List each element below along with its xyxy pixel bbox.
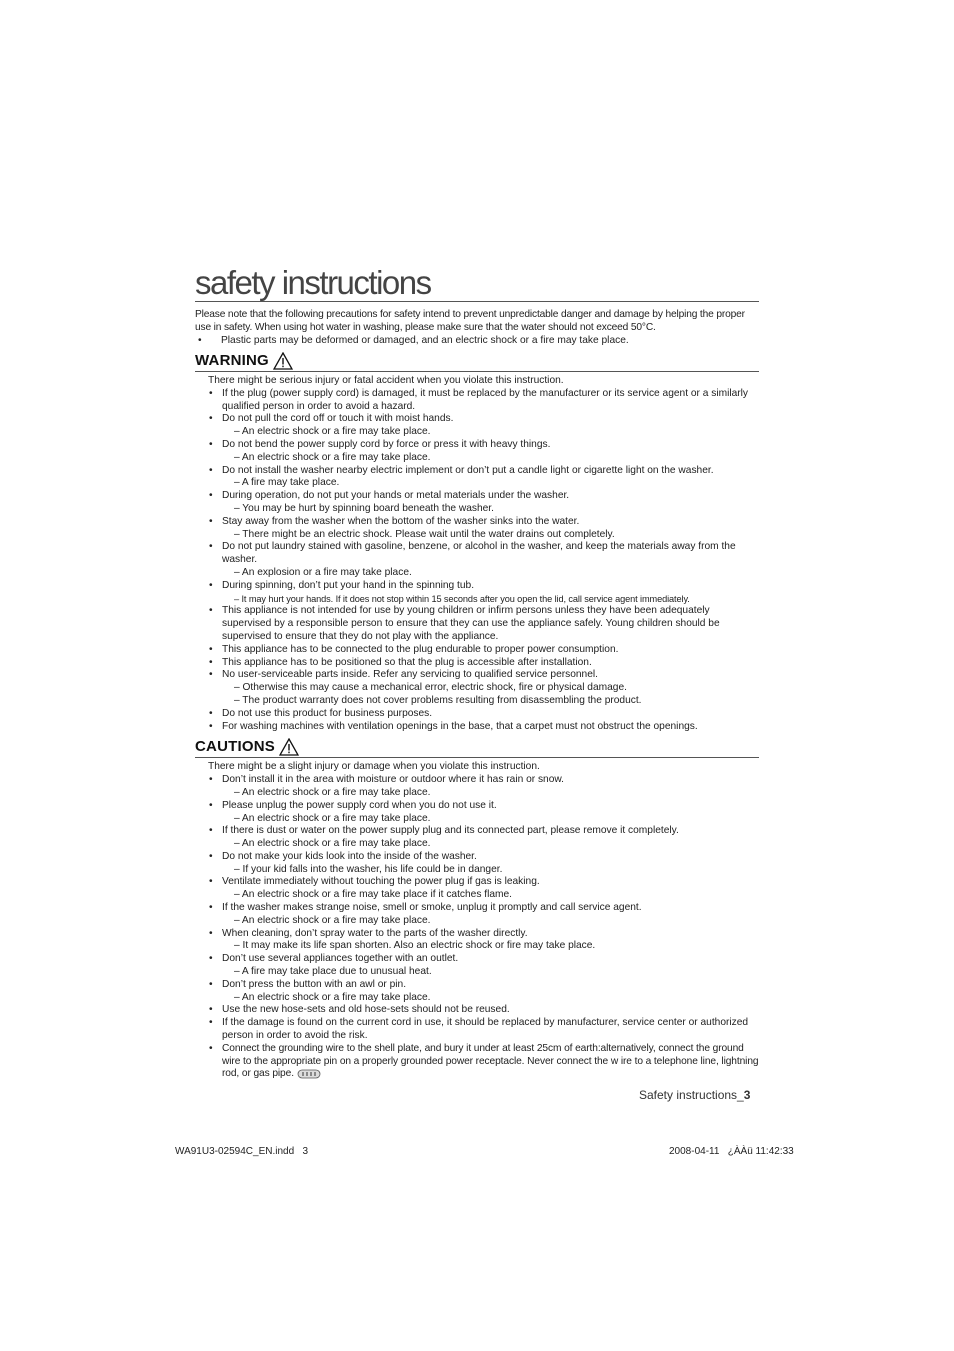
item-text: This appliance has to be positioned so that the plug is accessible after installation. bbox=[222, 656, 592, 668]
sub-item-text: – An explosion or a fire may take place. bbox=[234, 566, 412, 578]
list-item bbox=[195, 774, 759, 800]
item-text: Stay away from the washer when the bottom of the washer sinks into the water. bbox=[222, 515, 580, 527]
item-text: Do not put laundry stained with gasoline, benzene, or alcohol in the washer, and keep the materials away from the washer. bbox=[222, 541, 736, 566]
list-item bbox=[195, 876, 759, 902]
item-text: No user-serviceable parts inside. Refer any servicing to qualified service personnel. bbox=[222, 669, 598, 681]
safety-page bbox=[195, 265, 759, 1081]
item-text: Do not bend the power supply cord by force or press it with heavy things. bbox=[222, 438, 551, 450]
item-text: If the damage is found on the current cord in use, it should be replaced by manufacturer, service center or authorized person in order to avoid the risk. bbox=[222, 1017, 749, 1042]
item-text: Do not use this product for business purposes. bbox=[222, 707, 433, 719]
list-item bbox=[195, 657, 759, 670]
item-text: Don’t use several appliances together with an outlet. bbox=[222, 953, 459, 965]
print-file-info: WA91U3-02594C_EN.indd 3 bbox=[175, 1146, 309, 1157]
list-item bbox=[195, 413, 759, 439]
list-item bbox=[195, 605, 759, 643]
warning-intro: There might be serious injury or fatal accident when you violate this instruction. bbox=[208, 375, 564, 386]
item-text: This appliance has to be connected to the plug endurable to proper power consumption. bbox=[222, 643, 619, 655]
item-text: Ventilate immediately without touching the power plug if gas is leaking. bbox=[222, 876, 540, 888]
item-text: If the plug (power supply cord) is damaged, it must be replaced by the manufacturer or its service agent or a similarly qualified person in order to avoid a hazard. bbox=[222, 387, 749, 412]
list-item bbox=[195, 490, 759, 516]
page-title: safety instructions bbox=[195, 265, 759, 302]
footer-section: Safety instructions_ bbox=[639, 1088, 744, 1102]
item-text: Don’t press the button with an awl or pin. bbox=[222, 978, 407, 990]
list-item bbox=[195, 388, 759, 414]
cautions-last-list bbox=[195, 1043, 759, 1081]
list-item bbox=[195, 721, 759, 734]
item-text: If the washer makes strange noise, smell or smoke, unplug it promptly and call service agent. bbox=[222, 902, 642, 914]
sub-item-text: – An electric shock or a fire may take place. bbox=[234, 914, 431, 926]
list-item bbox=[195, 851, 759, 877]
item-text: Use the new hose-sets and old hose-sets should not be reused. bbox=[222, 1004, 510, 1016]
warning-list bbox=[195, 388, 759, 734]
grounding-text: Connect the grounding wire to the shell plate, and bury it under at least 25cm of earth:alternatively, connect the ground wire to the appropriate pin on a properly grounded power receptacle. Never connect the w ire to a telephone line, lightning rod, or gas pipe. bbox=[222, 1042, 759, 1080]
item-text: When cleaning, don’t spray water to the parts of the washer directly. bbox=[222, 927, 528, 939]
list-item bbox=[195, 644, 759, 657]
item-text: Don’t install it in the area with moisture or outdoor where it has rain or snow. bbox=[222, 774, 565, 786]
warning-triangle-icon bbox=[273, 352, 293, 370]
item-text: Please unplug the power supply cord when you do not use it. bbox=[222, 799, 497, 811]
list-item bbox=[195, 708, 759, 721]
intro-bullet: • Plastic parts may be deformed or damaged, and an electric shock or a fire may take place. bbox=[198, 335, 629, 346]
list-item bbox=[195, 580, 759, 606]
intro-text: Please note that the following precautions for safety intend to prevent unpredictable danger and damage by helping the proper use in safety. When using hot water in washing, please make sure that the water should not exceed 50°C. bbox=[195, 309, 745, 333]
sub-item-text: – It may make its life span shorten. Also an electric shock or fire may take place. bbox=[234, 940, 596, 952]
footer-page-number: 3 bbox=[743, 1088, 751, 1102]
warning-label: WARNING bbox=[195, 352, 269, 369]
list-item bbox=[195, 979, 759, 1005]
sub-item-text: – Otherwise this may cause a mechanical error, electric shock, fire or physical damage. bbox=[234, 682, 627, 694]
warning-heading bbox=[195, 350, 759, 372]
cautions-label: CAUTIONS bbox=[195, 738, 275, 756]
list-item bbox=[195, 669, 759, 707]
list-item bbox=[195, 1004, 759, 1017]
warning-triangle-icon bbox=[279, 738, 299, 756]
sub-item-text: – A fire may take place. bbox=[234, 477, 340, 489]
item-text: During operation, do not put your hands or metal materials under the washer. bbox=[222, 490, 570, 502]
sub-item-text: – An electric shock or a fire may take place. bbox=[234, 838, 431, 850]
item-text: Do not pull the cord off or touch it with moist hands. bbox=[222, 413, 454, 425]
sub-item-text: – The product warranty does not cover problems resulting from disassembling the product. bbox=[234, 694, 642, 706]
list-item bbox=[195, 953, 759, 979]
page-footer bbox=[639, 1088, 750, 1102]
item-text: Do not install the washer nearby electric implement or don’t put a candle light or cigarette light on the washer. bbox=[222, 464, 714, 476]
cautions-heading bbox=[195, 736, 759, 758]
sub-item-text: – It may hurt your hands. If it does not stop within 15 seconds after you open the lid, call service agent immediately. bbox=[234, 593, 690, 604]
list-item bbox=[195, 928, 759, 954]
item-text: For washing machines with ventilation openings in the base, that a carpet must not obstruct the openings. bbox=[222, 720, 698, 732]
item-text: Do not make your kids look into the inside of the washer. bbox=[222, 850, 477, 862]
cautions-intro: There might be a slight injury or damage when you violate this instruction. bbox=[208, 761, 540, 773]
print-datetime: 2008-04-11 ¿ÀÀü 11:42:33 bbox=[669, 1146, 794, 1157]
list-item bbox=[195, 902, 759, 928]
sub-item-text: – There might be an electric shock. Please wait until the water drains out completely. bbox=[234, 528, 615, 540]
sub-item-text: – If your kid falls into the washer, his life could be in danger. bbox=[234, 863, 503, 875]
sub-item-text: – An electric shock or a fire may take place. bbox=[234, 426, 431, 438]
sub-item-text: – An electric shock or a fire may take place if it catches flame. bbox=[234, 889, 513, 901]
grounding-symbol-icon bbox=[297, 1069, 321, 1079]
cautions-list bbox=[195, 774, 759, 1043]
sub-item-text: – An electric shock or a fire may take place. bbox=[234, 812, 431, 824]
list-item bbox=[195, 825, 759, 851]
sub-item-text: – An electric shock or a fire may take place. bbox=[234, 451, 431, 463]
list-item bbox=[195, 465, 759, 491]
sub-item-text: – A fire may take place due to unusual heat. bbox=[234, 966, 432, 978]
list-item bbox=[195, 1043, 759, 1081]
sub-item-text: – An electric shock or a fire may take place. bbox=[234, 991, 431, 1003]
item-text: During spinning, don’t put your hand in the spinning tub. bbox=[222, 579, 475, 591]
sub-item-text: – An electric shock or a fire may take place. bbox=[234, 786, 431, 798]
item-text: If there is dust or water on the power supply plug and its connected part, please remove it completely. bbox=[222, 825, 679, 837]
list-item bbox=[195, 439, 759, 465]
list-item bbox=[195, 800, 759, 826]
list-item bbox=[195, 516, 759, 542]
intro-bullet-text: Plastic parts may be deformed or damaged, and an electric shock or a fire may take place. bbox=[221, 335, 629, 346]
sub-item-text: – You may be hurt by spinning board beneath the washer. bbox=[234, 502, 494, 514]
list-item bbox=[195, 1017, 759, 1043]
list-item bbox=[195, 541, 759, 579]
item-text: This appliance is not intended for use by young children or infirm persons unless they have been adequately supervised by a responsible person to ensure that they can use the appliance safely. Young children should be supervised to ensure that they do not play with the appliance. bbox=[222, 605, 720, 642]
